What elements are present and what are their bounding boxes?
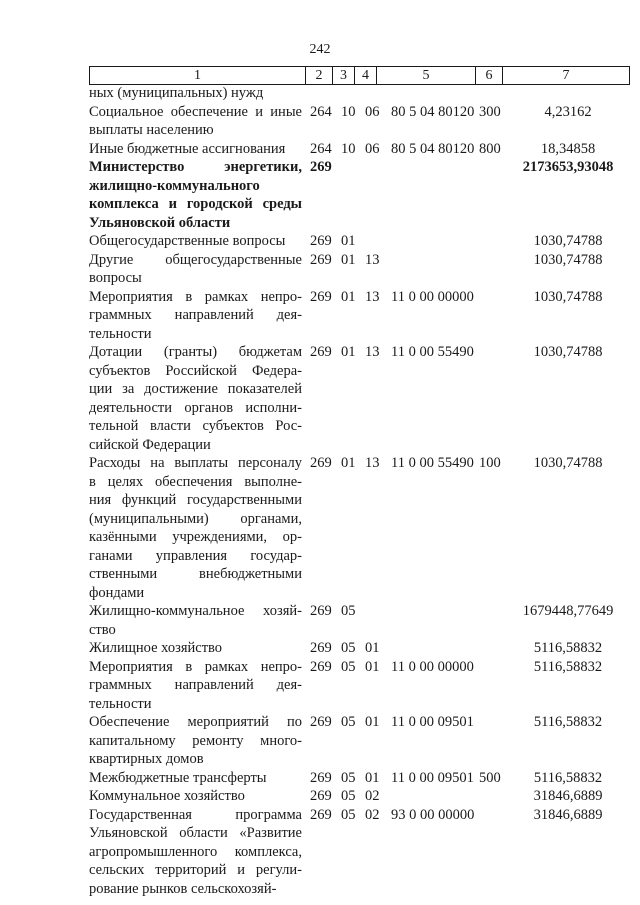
col-expense-type: 100 (479, 455, 501, 471)
row-name-line: Дотации (гранты) бюджетам (89, 344, 302, 360)
col-admin-code: 264 (310, 103, 332, 120)
col-subsection: 13 (365, 288, 380, 305)
row-name-line: Жилищно-коммунальное хозяй- (89, 603, 302, 619)
col-expense-type: 300 (479, 103, 501, 120)
col-subsection: 06 (365, 140, 380, 157)
table-row (89, 251, 629, 288)
col-section: 05 (341, 603, 356, 619)
row-name (89, 288, 302, 344)
row-name-line: фондами (89, 584, 145, 601)
row-name-line: комплекса и городской среды (89, 196, 302, 212)
row-name-line: ных (муниципальных) нужд (89, 85, 264, 101)
row-name-line: в целях обеспечения выполне- (89, 473, 302, 490)
row-name-line: казёнными учреждениями, ор- (89, 529, 302, 545)
table-row (89, 806, 629, 899)
row-name (89, 103, 302, 140)
col-subsection: 13 (365, 455, 380, 471)
col-subsection: 13 (365, 251, 380, 268)
col-admin-code: 269 (310, 159, 332, 175)
col-target-code: 11 0 00 55490 (391, 344, 474, 360)
col-admin-code: 269 (310, 769, 332, 786)
table-row (89, 103, 629, 140)
col-amount: 1030,74788 (533, 344, 603, 360)
table-row (89, 140, 629, 159)
col-admin-code: 269 (310, 640, 332, 656)
row-name-line: ство (89, 621, 116, 638)
col-subsection: 01 (365, 640, 380, 656)
col-section: 01 (341, 344, 356, 360)
row-name-line: ганами управления государ- (89, 547, 302, 564)
row-name-line: капитальному ремонту много- (89, 732, 302, 749)
row-name-line: ции за достижение показателей (89, 381, 302, 397)
col-amount: 18,34858 (540, 140, 596, 157)
header-col-1: 1 (90, 67, 306, 85)
row-name (89, 232, 302, 251)
row-name (89, 602, 302, 639)
row-name (89, 639, 302, 658)
row-name-line: Социальное обеспечение и иные (89, 103, 302, 120)
table-row (89, 602, 629, 639)
col-admin-code: 269 (310, 288, 332, 305)
row-name-line: Государственная программа (89, 806, 302, 823)
table-row (89, 84, 629, 103)
header-col-2: 2 (306, 67, 333, 85)
col-subsection: 06 (365, 103, 380, 120)
row-name-line: выплаты населению (89, 122, 214, 138)
col-section: 05 (341, 806, 356, 823)
col-target-code: 80 5 04 80120 (391, 140, 475, 157)
row-name-line: Другие общегосударственные (89, 251, 302, 268)
header-col-7: 7 (503, 67, 630, 85)
row-name-line: Общегосударственные вопросы (89, 233, 286, 249)
col-amount: 4,23162 (544, 103, 592, 120)
row-name-line: граммных направлений дея- (89, 307, 302, 323)
row-name-line: Ульяновской области «Развитие (89, 825, 302, 841)
table-row (89, 713, 629, 769)
row-name (89, 787, 302, 806)
row-name-line: ственными внебюджетными (89, 566, 302, 582)
table-row (89, 158, 629, 232)
table-row (89, 454, 629, 602)
col-section: 01 (341, 455, 356, 471)
row-name-line: жилищно-коммунального (89, 177, 260, 194)
row-name-line: Мероприятия в рамках непро- (89, 288, 302, 305)
header-col-3: 3 (333, 67, 355, 85)
col-amount: 5116,58832 (533, 640, 603, 656)
col-subsection: 01 (365, 769, 380, 786)
row-name-line: Иные бюджетные ассигнования (89, 140, 286, 157)
row-name (89, 84, 302, 103)
col-target-code: 80 5 04 80120 (391, 103, 475, 120)
row-name-line: деятельности органов исполни- (89, 399, 302, 416)
col-section: 05 (341, 714, 356, 730)
col-admin-code: 269 (310, 251, 332, 268)
row-name-line: Мероприятия в рамках непро- (89, 658, 302, 675)
col-subsection: 02 (365, 788, 380, 804)
row-name-line: сельских территорий и регули- (89, 862, 302, 878)
row-name-line: агропромышленного комплекса, (89, 843, 302, 860)
col-section: 01 (341, 288, 356, 305)
row-name-line: тельности (89, 695, 152, 712)
row-name-line: квартирных домов (89, 751, 204, 767)
row-name-line: Коммунальное хозяйство (89, 788, 245, 804)
col-amount: 1030,74788 (533, 233, 603, 249)
col-admin-code: 269 (310, 806, 332, 823)
row-name-line: граммных направлений дея- (89, 677, 302, 693)
col-admin-code: 269 (310, 455, 332, 471)
col-amount: 2173653,93048 (522, 159, 614, 175)
col-section: 10 (341, 103, 356, 120)
col-amount: 1030,74788 (533, 455, 603, 471)
row-name-line: Ульяновской области (89, 214, 231, 231)
header-col-4: 4 (355, 67, 377, 85)
col-amount: 31846,6889 (533, 806, 603, 823)
row-name (89, 343, 302, 454)
row-name (89, 251, 302, 288)
col-admin-code: 269 (310, 658, 332, 675)
header-col-6: 6 (476, 67, 503, 85)
col-subsection: 13 (365, 344, 380, 360)
col-expense-type: 800 (479, 140, 501, 157)
table-header (89, 66, 630, 85)
col-amount: 5116,58832 (533, 714, 603, 730)
col-admin-code: 269 (310, 344, 332, 360)
table-row (89, 787, 629, 806)
row-name-line: вопросы (89, 270, 142, 286)
table-row (89, 232, 629, 251)
row-name-line: сийской Федерации (89, 436, 211, 453)
col-amount: 1030,74788 (533, 288, 603, 305)
col-subsection: 02 (365, 806, 380, 823)
col-admin-code: 269 (310, 714, 332, 730)
row-name-line: рование рынков сельскохозяй- (89, 880, 277, 897)
col-amount: 1030,74788 (533, 251, 603, 268)
budget-table-body (89, 84, 629, 898)
col-section: 01 (341, 251, 356, 268)
col-subsection: 01 (365, 714, 380, 730)
col-subsection: 01 (365, 658, 380, 675)
row-name-line: тельной власти субъектов Рос- (89, 418, 302, 434)
table-row (89, 658, 629, 714)
col-section: 01 (341, 233, 356, 249)
col-admin-code: 269 (310, 788, 332, 804)
col-admin-code: 264 (310, 140, 332, 157)
row-name-line: Жилищное хозяйство (89, 640, 223, 656)
row-name-line: (муниципальными) органами, (89, 510, 302, 527)
row-name-line: Обеспечение мероприятий по (89, 714, 302, 730)
page-number: 242 (309, 42, 331, 57)
row-name-line: Министерство энергетики, (89, 159, 302, 175)
col-section: 05 (341, 769, 356, 786)
col-amount: 5116,58832 (533, 769, 603, 786)
col-section: 05 (341, 640, 356, 656)
row-name-line: Расходы на выплаты персоналу (89, 455, 302, 471)
row-name-line: субъектов Российской Федера- (89, 362, 302, 379)
col-amount: 31846,6889 (533, 788, 603, 804)
row-name (89, 658, 302, 714)
row-name (89, 140, 302, 159)
row-name-line: тельности (89, 325, 152, 342)
row-name (89, 454, 302, 602)
table-row (89, 288, 629, 344)
col-section: 05 (341, 658, 356, 675)
table-row (89, 769, 629, 788)
col-amount: 5116,58832 (533, 658, 603, 675)
row-name-line: ния функций государственными (89, 492, 302, 508)
col-target-code: 11 0 00 55490 (391, 455, 474, 471)
row-name (89, 158, 302, 232)
col-amount: 1679448,77649 (522, 603, 614, 619)
row-name (89, 769, 302, 788)
row-name-line: Межбюджетные трансферты (89, 769, 267, 786)
col-target-code: 11 0 00 09501 (391, 769, 474, 786)
col-section: 05 (341, 788, 356, 804)
col-expense-type: 500 (479, 769, 501, 786)
col-target-code: 11 0 00 09501 (391, 714, 474, 730)
row-name (89, 713, 302, 769)
row-name (89, 806, 302, 899)
col-admin-code: 269 (310, 233, 332, 249)
col-section: 10 (341, 140, 356, 157)
col-target-code: 93 0 00 00000 (391, 806, 475, 823)
col-admin-code: 269 (310, 603, 332, 619)
header-col-5: 5 (377, 67, 476, 85)
col-target-code: 11 0 00 00000 (391, 658, 474, 675)
table-row (89, 343, 629, 454)
table-row (89, 639, 629, 658)
col-target-code: 11 0 00 00000 (391, 288, 474, 305)
